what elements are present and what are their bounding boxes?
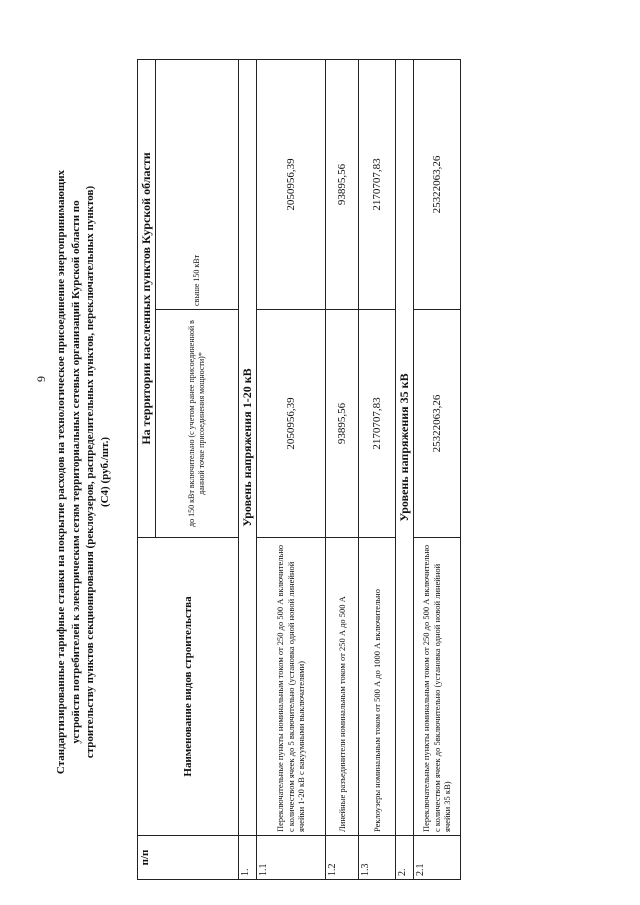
header-over-150kw: свыше 150 кВт [156,59,239,309]
header-territory: На территории населенных пунктов Курской области [138,59,156,537]
table-header-row [138,59,156,879]
row-value-over-150kw: 93895,56 [326,59,359,309]
row-num: 1.3 [359,836,396,880]
row-name: Переключательные пункты номинальным током от 250 до 500 А включительно с количеством ячеек до 5 включительно (установка одной новой линейной ячейки 1-20 кВ с вакуумными выключателями) [257,538,326,836]
document-page [50,60,640,880]
header-name: Наименование видов строительства [138,538,239,836]
row-num: 1.1 [257,836,326,880]
section-title: Уровень напряжения 35 кВ [396,59,414,835]
title-line-1: Стандартизированные тарифные ставки на покрытие расходов на технологическое присоединение энергопринимающих [55,169,67,775]
row-num: 1.2 [326,836,359,880]
header-num: п/п [138,836,239,880]
section-row [396,59,414,879]
row-name: Линейные разъединители номинальным током от 250 А до 500 А [326,538,359,836]
table-row [326,59,359,879]
row-value-over-150kw: 2050956,39 [257,59,326,309]
row-num: 2.1 [414,836,461,880]
title-line-4: (С4) (руб./шт.) [98,436,111,508]
row-value-up-to-150kw: 93895,56 [326,310,359,538]
table-row [257,59,326,879]
tariff-table [137,59,461,880]
table-row [359,59,396,879]
row-value-up-to-150kw: 25322063,26 [414,310,461,538]
document-title [54,72,112,872]
row-name: Реклоузеры номинальным током от 500 А до 1000 А включительно [359,538,396,836]
title-line-2: устройств потребителей к электрическим сетям территориальных сетевых организаций Курской области по [69,200,82,744]
title-line-3: строительству пунктов секционирования (реклоузеров, распределительных пунктов, переключательных пунктов) [84,185,97,759]
section-num: 2. [396,836,414,880]
row-value-up-to-150kw: 2050956,39 [257,310,326,538]
page-number: 9 [34,376,48,382]
header-up-to-150kw: до 150 кВт включительно (с учетом ранее присоединенной в данной точке присоединения мощности)* [156,310,239,538]
section-title: Уровень напряжения 1-20 кВ [239,59,257,835]
section-num: 1. [239,836,257,880]
row-name: Переключательные пункты номинальным током от 250 до 500 А включительно с количеством ячеек до 5включительно (установка одной новой линейной ячейки 35 кВ) [414,538,461,836]
table-row [414,59,461,879]
section-row [239,59,257,879]
row-value-up-to-150kw: 2170707,83 [359,310,396,538]
row-value-over-150kw: 2170707,83 [359,59,396,309]
row-value-over-150kw: 25322063,26 [414,59,461,309]
